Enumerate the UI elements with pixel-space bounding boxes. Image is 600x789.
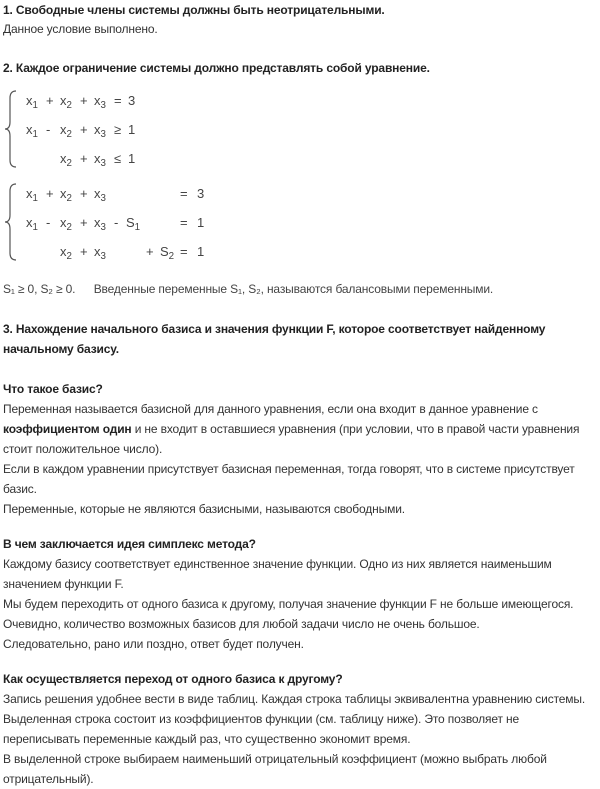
idea-text-line: Мы будем переходить от одного базиса к другому, получая значение функции F не больше имеющегося. <box>3 597 574 611</box>
rhs-value: 3 <box>197 186 205 201</box>
operator: + <box>80 151 88 166</box>
rhs-value: 1 <box>197 244 205 259</box>
variable-term: $x_3$ <box>94 244 106 262</box>
variable-term: $x_1$ <box>26 122 38 140</box>
relation-sign: ≥ <box>114 122 122 137</box>
slack-nonnegativity: S₁ ≥ 0, S₂ ≥ 0. <box>3 282 76 296</box>
basis-text-line: стоит положительное число). <box>3 442 163 456</box>
operator: + <box>80 93 88 108</box>
variable-term: $x_2$ <box>60 244 72 262</box>
operator: - <box>46 215 51 230</box>
left-brace-icon <box>4 90 18 168</box>
basis-emphasis: коэффициентом один <box>3 422 132 436</box>
section2-heading: 2. Каждое ограничение системы должно представлять собой уравнение. <box>3 61 430 75</box>
transition-text-line: Запись решения удобнее вести в виде таблиц. Каждая строка таблицы эквивалентна уравнению системы. <box>3 692 586 706</box>
basis-text-line: Переменная называется базисной для данного уравнения, если она входит в данное уравнение с <box>3 402 538 416</box>
idea-text-line: Очевидно, количество возможных базисов для любой задачи число не очень большое. <box>3 617 480 631</box>
transition-text-line: В выделенной строке выбираем наименьший отрицательный коэффициент (можно выбрать любой <box>3 752 547 766</box>
variable-term: $x_2$ <box>60 186 72 204</box>
idea-question: В чем заключается идея симплекс метода? <box>3 537 256 551</box>
idea-text-line: Каждому базису соответствует единственное значение функции. Одно из них является наименьшим <box>3 557 552 571</box>
basis-text-line <box>3 419 579 439</box>
operator: + <box>46 93 54 108</box>
variable-term: $x_3$ <box>94 186 106 204</box>
variable-term: $x_3$ <box>94 215 106 233</box>
basis-text-line: Переменные, которые не являются базисными, называются свободными. <box>3 502 405 516</box>
idea-text-line: значением функции F. <box>3 577 124 591</box>
operator: + <box>80 122 88 137</box>
variable-term: $x_3$ <box>94 151 106 169</box>
rhs-value: 1 <box>128 122 136 137</box>
relation-sign: ≤ <box>114 151 122 166</box>
left-brace-icon <box>4 183 18 261</box>
variable-term: $x_2$ <box>60 93 72 111</box>
relation-sign: = <box>180 215 188 230</box>
variable-term: $S_2$ <box>160 244 175 262</box>
relation-sign: = <box>180 244 188 259</box>
slack-variables-note: Введенные переменные S₁, S₂, называются балансовыми переменными. <box>93 282 494 296</box>
operator: - <box>114 215 119 230</box>
rhs-value: 3 <box>128 93 136 108</box>
section1-text: Данное условие выполнено. <box>3 22 158 36</box>
variable-term: $x_2$ <box>60 215 72 233</box>
section3-heading-line1: 3. Нахождение начального базиса и значения функции F, которое соответствует найденному <box>3 322 546 336</box>
basis-text-rest: и не входит в оставшиеся уравнения (при условии, что в правой части уравнения <box>131 422 580 436</box>
basis-text-line: Если в каждом уравнении присутствует базисная переменная, тогда говорят, что в системе присутствует <box>3 462 575 476</box>
transition-text-line: переписывать переменные каждый раз, что существенно экономит время. <box>3 732 411 746</box>
operator: - <box>46 122 51 137</box>
relation-sign: = <box>180 186 188 201</box>
variable-term: $x_1$ <box>26 215 38 233</box>
transition-question: Как осуществляется переход от одного базиса к другому? <box>3 672 343 686</box>
variable-term: $x_2$ <box>60 122 72 140</box>
rhs-value: 1 <box>128 151 136 166</box>
relation-sign: = <box>114 93 122 108</box>
transition-text-line: отрицательный). <box>3 772 94 786</box>
rhs-value: 1 <box>197 215 205 230</box>
variable-term: $S_1$ <box>126 215 141 233</box>
operator: + <box>146 244 154 259</box>
transition-text-line: Выделенная строка состоит из коэффициентов функции (см. таблицу ниже). Это позволяет не <box>3 712 520 726</box>
operator: + <box>80 244 88 259</box>
variable-term: $x_2$ <box>60 151 72 169</box>
slack-constraints <box>3 279 493 299</box>
basis-text-line: базис. <box>3 482 37 496</box>
variable-term: $x_1$ <box>26 186 38 204</box>
operator: + <box>80 186 88 201</box>
variable-term: $x_1$ <box>26 93 38 111</box>
basis-question: Что такое базис? <box>3 382 103 396</box>
variable-term: $x_3$ <box>94 93 106 111</box>
variable-term: $x_3$ <box>94 122 106 140</box>
section3-heading-line2: начальному базису. <box>3 342 119 356</box>
operator: + <box>80 215 88 230</box>
idea-text-line: Следовательно, рано или поздно, ответ будет получен. <box>3 637 304 651</box>
section1-heading: 1. Свободные члены системы должны быть неотрицательными. <box>3 3 385 17</box>
operator: + <box>46 186 54 201</box>
